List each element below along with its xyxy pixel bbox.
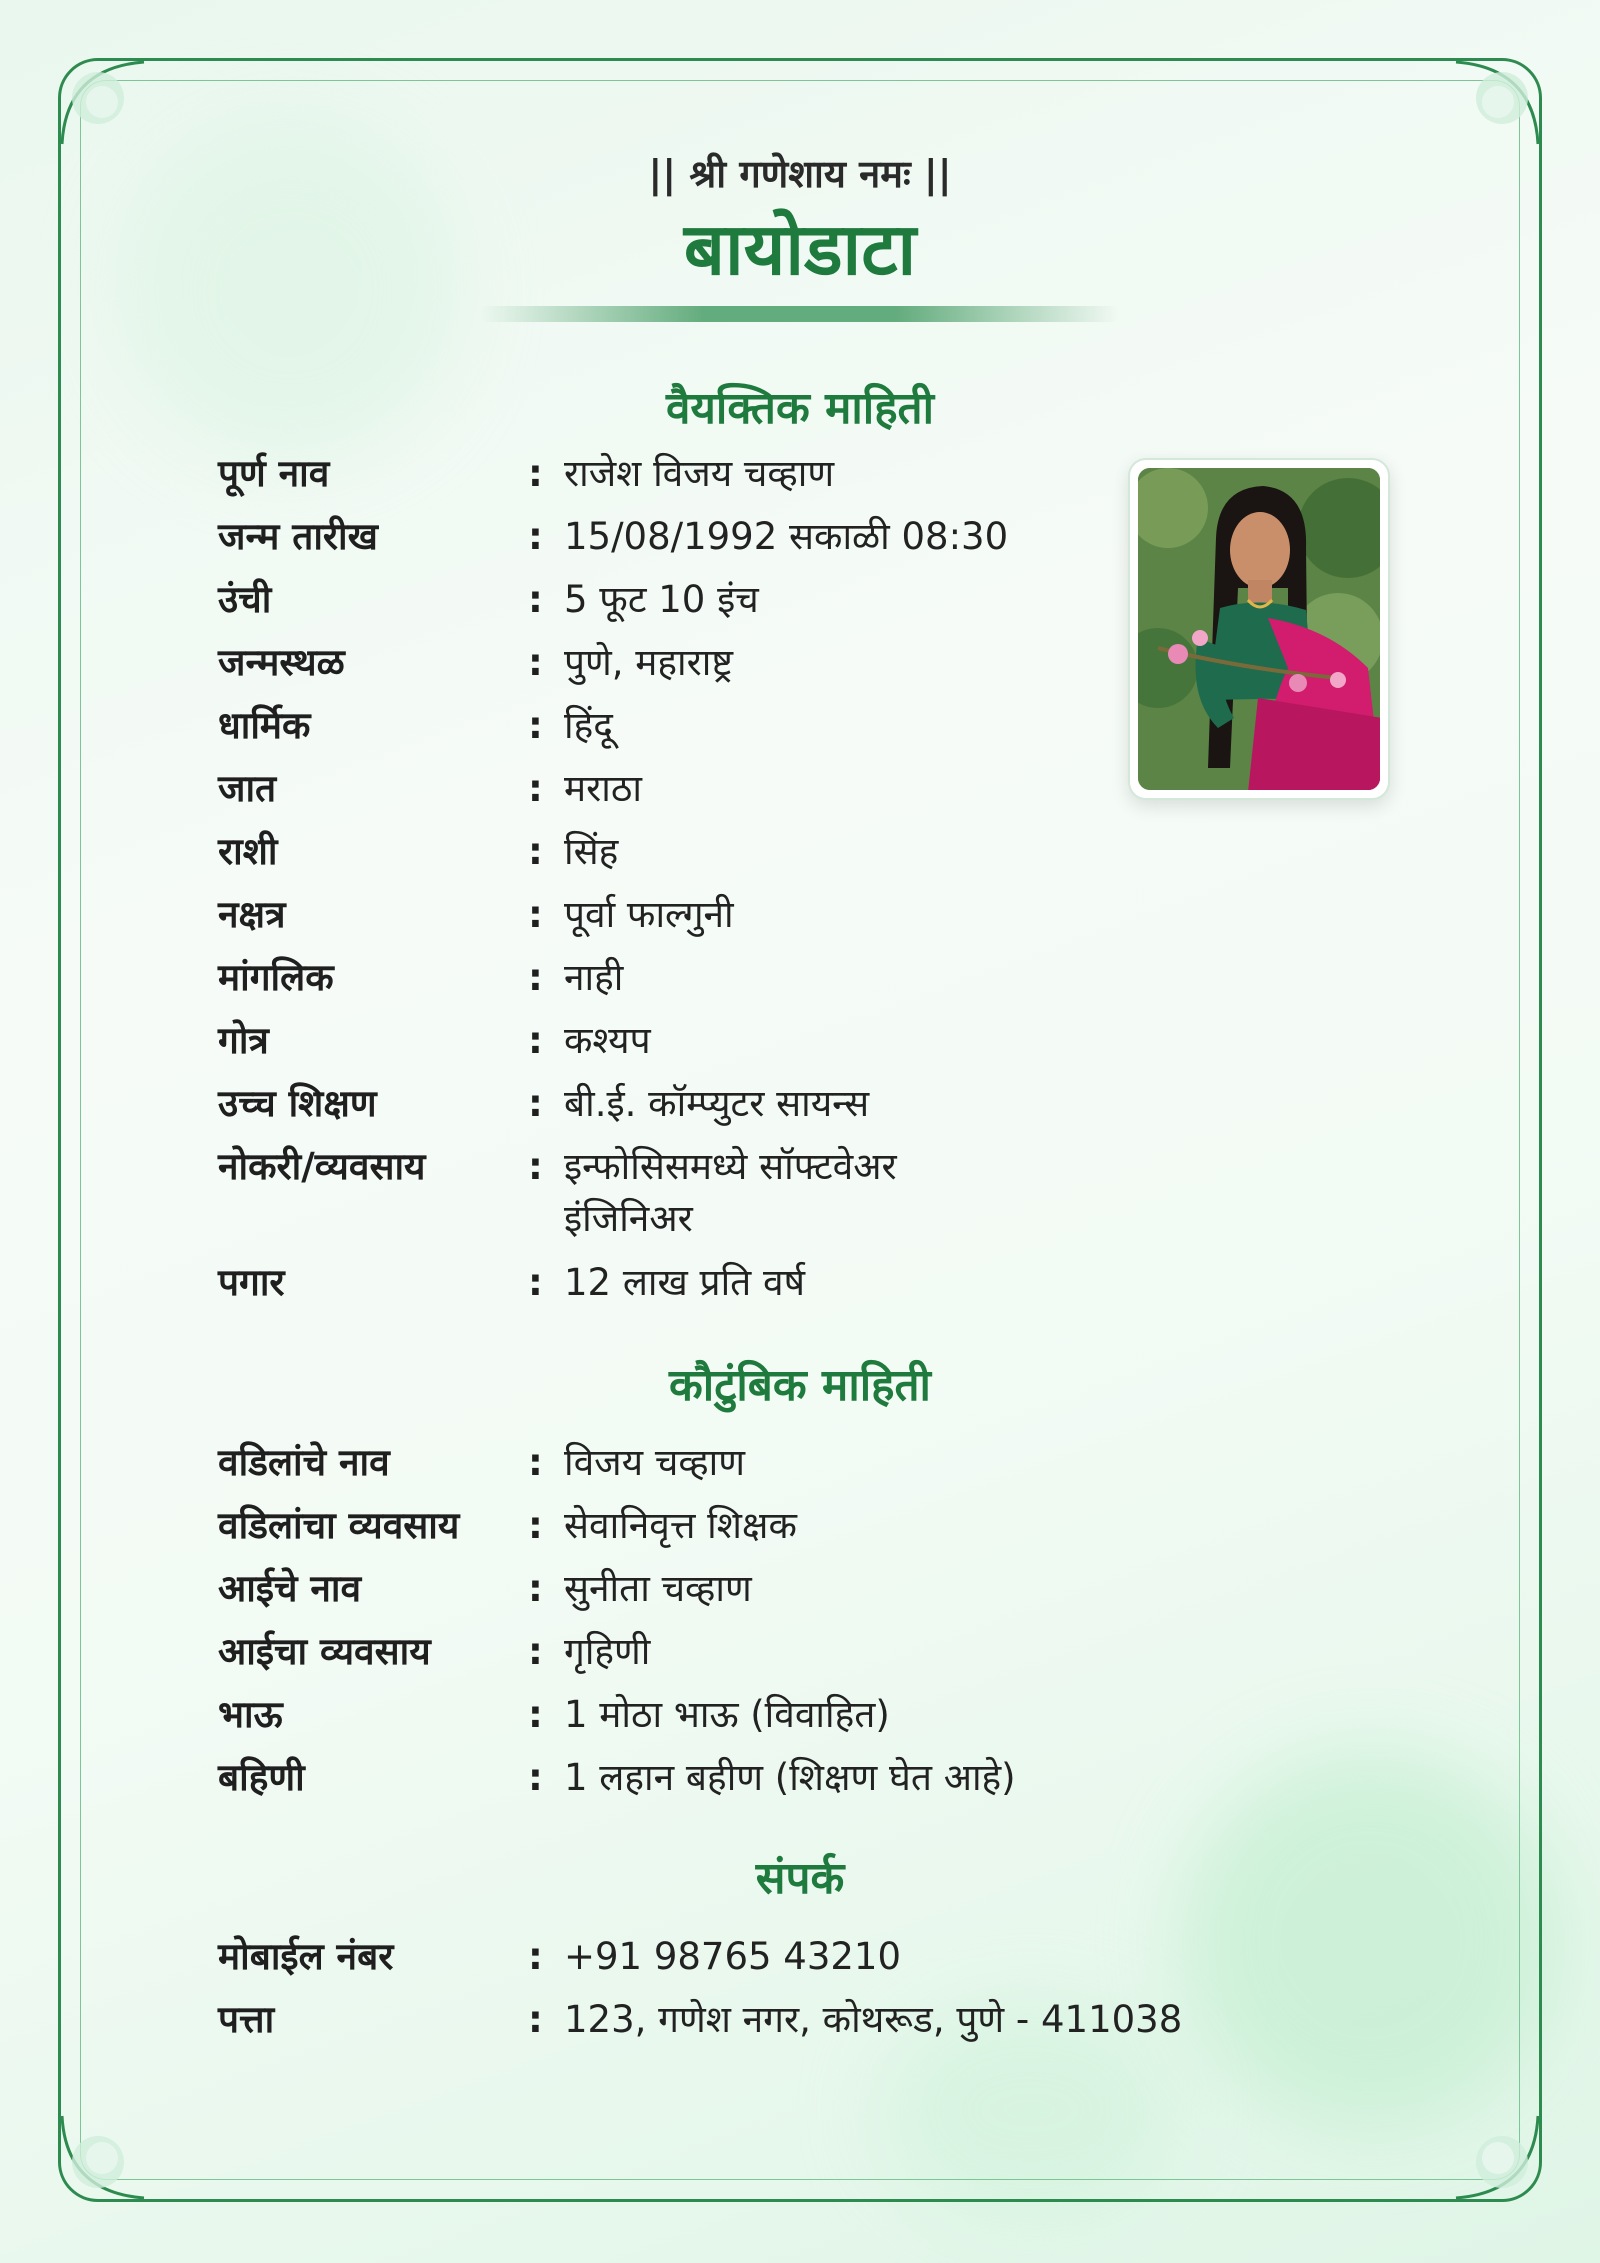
section-heading-contact: संपर्क <box>755 1853 845 1904</box>
row-label: वडिलांचा व्यवसाय <box>218 1504 460 1547</box>
row-colon: : <box>528 1756 543 1799</box>
row-label: राशी <box>218 830 278 873</box>
corner-ornament-icon <box>58 2112 148 2202</box>
row-value: 123, गणेश नगर, कोथरूड, पुणे - 411038 <box>564 1998 1183 2041</box>
row-colon: : <box>528 1082 543 1125</box>
row-value: राजेश विजय चव्हाण <box>564 452 835 495</box>
row-colon: : <box>528 1504 543 1547</box>
row-label: नोकरी/व्यवसाय <box>218 1145 426 1188</box>
info-row <box>218 1015 1008 1078</box>
info-row <box>218 763 1008 826</box>
row-value: नाही <box>564 956 624 999</box>
row-value: सुनीता चव्हाण <box>564 1567 752 1610</box>
row-colon: : <box>528 830 543 873</box>
info-row <box>218 1563 1016 1626</box>
row-label: आईचे नाव <box>218 1567 362 1610</box>
row-colon: : <box>528 515 543 558</box>
profile-photo <box>1138 468 1380 790</box>
row-value: पुणे, महाराष्ट्र <box>564 641 733 684</box>
info-row <box>218 1257 1008 1320</box>
title-divider <box>480 306 1120 322</box>
row-value: पूर्वा फाल्गुनी <box>564 893 734 936</box>
row-colon: : <box>528 893 543 936</box>
info-row <box>218 1141 1008 1257</box>
row-label: वडिलांचे नाव <box>218 1441 390 1484</box>
info-row <box>218 1078 1008 1141</box>
page-title: बायोडाटा <box>683 207 917 291</box>
row-value: बी.ई. कॉम्प्युटर सायन्स <box>564 1082 870 1125</box>
row-label: मांगलिक <box>218 956 334 999</box>
info-row <box>218 574 1008 637</box>
row-colon: : <box>528 1261 543 1304</box>
profile-photo-illustration <box>1138 468 1380 790</box>
row-colon: : <box>528 956 543 999</box>
personal-info-list <box>218 448 1008 1320</box>
info-row <box>218 889 1008 952</box>
row-value: मराठा <box>564 767 642 810</box>
row-label: धार्मिक <box>218 704 311 747</box>
profile-photo-frame <box>1128 458 1390 800</box>
row-label: भाऊ <box>218 1693 283 1736</box>
corner-ornament-icon <box>58 58 148 148</box>
row-label: मोबाईल नंबर <box>218 1935 394 1978</box>
section-heading-personal: वैयक्तिक माहिती <box>665 383 935 434</box>
row-value: सेवानिवृत्त शिक्षक <box>564 1504 797 1547</box>
row-value: गृहिणी <box>564 1630 651 1673</box>
info-row <box>218 1931 1182 1994</box>
contact-info-list <box>218 1931 1182 2057</box>
row-label: आईचा व्यवसाय <box>218 1630 431 1673</box>
row-colon: : <box>528 1630 543 1673</box>
document-header <box>0 150 1600 294</box>
info-row <box>218 826 1008 889</box>
row-label: पत्ता <box>218 1998 275 2041</box>
row-value: 1 मोठा भाऊ (विवाहित) <box>564 1693 890 1736</box>
row-label: उंची <box>218 578 272 621</box>
row-colon: : <box>528 704 543 747</box>
row-value: 1 लहान बहीण (शिक्षण घेत आहे) <box>564 1756 1016 1799</box>
row-label: जन्म तारीख <box>218 515 378 558</box>
row-label: जात <box>218 767 277 810</box>
info-row <box>218 1626 1016 1689</box>
row-label: बहिणी <box>218 1756 305 1799</box>
row-colon: : <box>528 1441 543 1484</box>
row-label: पूर्ण नाव <box>218 452 330 495</box>
invocation-line: || श्री गणेशाय नमः || <box>648 152 952 196</box>
row-value: +91 98765 43210 <box>564 1935 902 1978</box>
corner-ornament-icon <box>1452 58 1542 148</box>
row-value: 12 लाख प्रति वर्ष <box>564 1261 805 1304</box>
row-colon: : <box>528 1019 543 1062</box>
section-heading-family: कौटुंबिक माहिती <box>669 1360 931 1411</box>
info-row <box>218 1437 1016 1500</box>
row-label: गोत्र <box>218 1019 269 1062</box>
row-colon: : <box>528 767 543 810</box>
info-row <box>218 1689 1016 1752</box>
row-value: कश्यप <box>564 1019 651 1062</box>
row-colon: : <box>528 1693 543 1736</box>
row-label: जन्मस्थळ <box>218 641 345 684</box>
row-value: 15/08/1992 सकाळी 08:30 <box>564 515 1009 558</box>
corner-ornament-icon <box>1452 2112 1542 2202</box>
info-row <box>218 637 1008 700</box>
row-colon: : <box>528 452 543 495</box>
row-colon: : <box>528 1998 543 2041</box>
info-row <box>218 1752 1016 1815</box>
row-colon: : <box>528 1145 543 1188</box>
info-row <box>218 511 1008 574</box>
row-label: पगार <box>218 1261 285 1304</box>
row-colon: : <box>528 1567 543 1610</box>
row-colon: : <box>528 578 543 621</box>
row-colon: : <box>528 641 543 684</box>
row-colon: : <box>528 1935 543 1978</box>
info-row <box>218 952 1008 1015</box>
row-label: उच्च शिक्षण <box>218 1082 377 1125</box>
row-value: सिंह <box>564 830 619 873</box>
info-row <box>218 1994 1182 2057</box>
row-value: विजय चव्हाण <box>564 1441 745 1484</box>
info-row <box>218 448 1008 511</box>
row-label: नक्षत्र <box>218 893 286 936</box>
family-info-list <box>218 1437 1016 1815</box>
info-row <box>218 1500 1016 1563</box>
info-row <box>218 700 1008 763</box>
row-value: 5 फूट 10 इंच <box>564 578 759 621</box>
row-value: इन्फोसिसमध्ये सॉफ्टवेअर इंजिनिअर <box>564 1145 897 1240</box>
row-value: हिंदू <box>564 704 613 747</box>
